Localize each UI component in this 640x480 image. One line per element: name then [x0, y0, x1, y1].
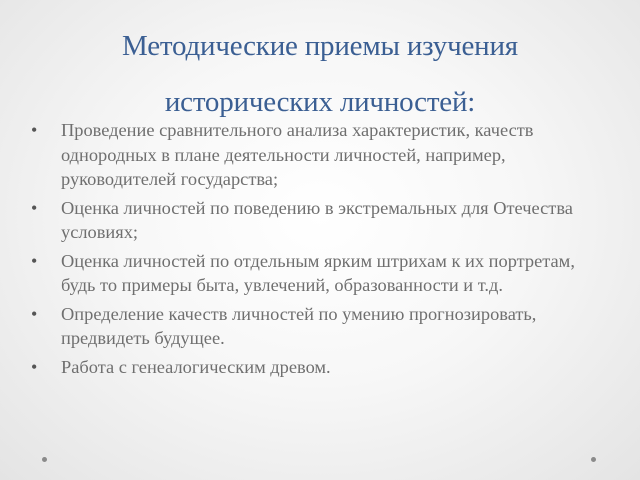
decorative-dot-left — [42, 457, 47, 462]
bullet-point-icon: • — [31, 120, 38, 140]
bullet-point-icon: • — [31, 356, 38, 377]
bullet-item-portrait-strokes — [30, 249, 605, 298]
bullet-text: Проведение сравнительного анализа характеристик, качеств однородных в плане деятельности личностей, например, руководителей государства; — [61, 120, 534, 189]
bullet-item-comparative-analysis — [30, 118, 605, 192]
slide-title: Методические приемы изучения исторических личностей: — [122, 30, 518, 118]
bullet-text: Оценка личностей по поведению в экстремальных для Отечества условиях; — [61, 197, 573, 242]
bullet-point-icon: • — [31, 197, 38, 218]
bullet-text: Работа с генеалогическим древом. — [61, 356, 331, 377]
bullet-text: Определение качеств личностей по умению прогнозировать, предвидеть будущее. — [61, 303, 537, 348]
bullet-list — [30, 118, 605, 383]
bullet-point-icon: • — [31, 250, 38, 271]
bullet-point-icon: • — [31, 303, 38, 324]
bullet-item-forecasting — [30, 302, 605, 351]
bullet-item-family-tree — [30, 355, 605, 380]
bullet-item-extreme-conditions — [30, 196, 605, 245]
bullet-text: Оценка личностей по отдельным ярким штрихам к их портретам, будь то примеры быта, увлечений, образованности и т.д. — [61, 250, 575, 295]
decorative-dot-right — [591, 457, 596, 462]
